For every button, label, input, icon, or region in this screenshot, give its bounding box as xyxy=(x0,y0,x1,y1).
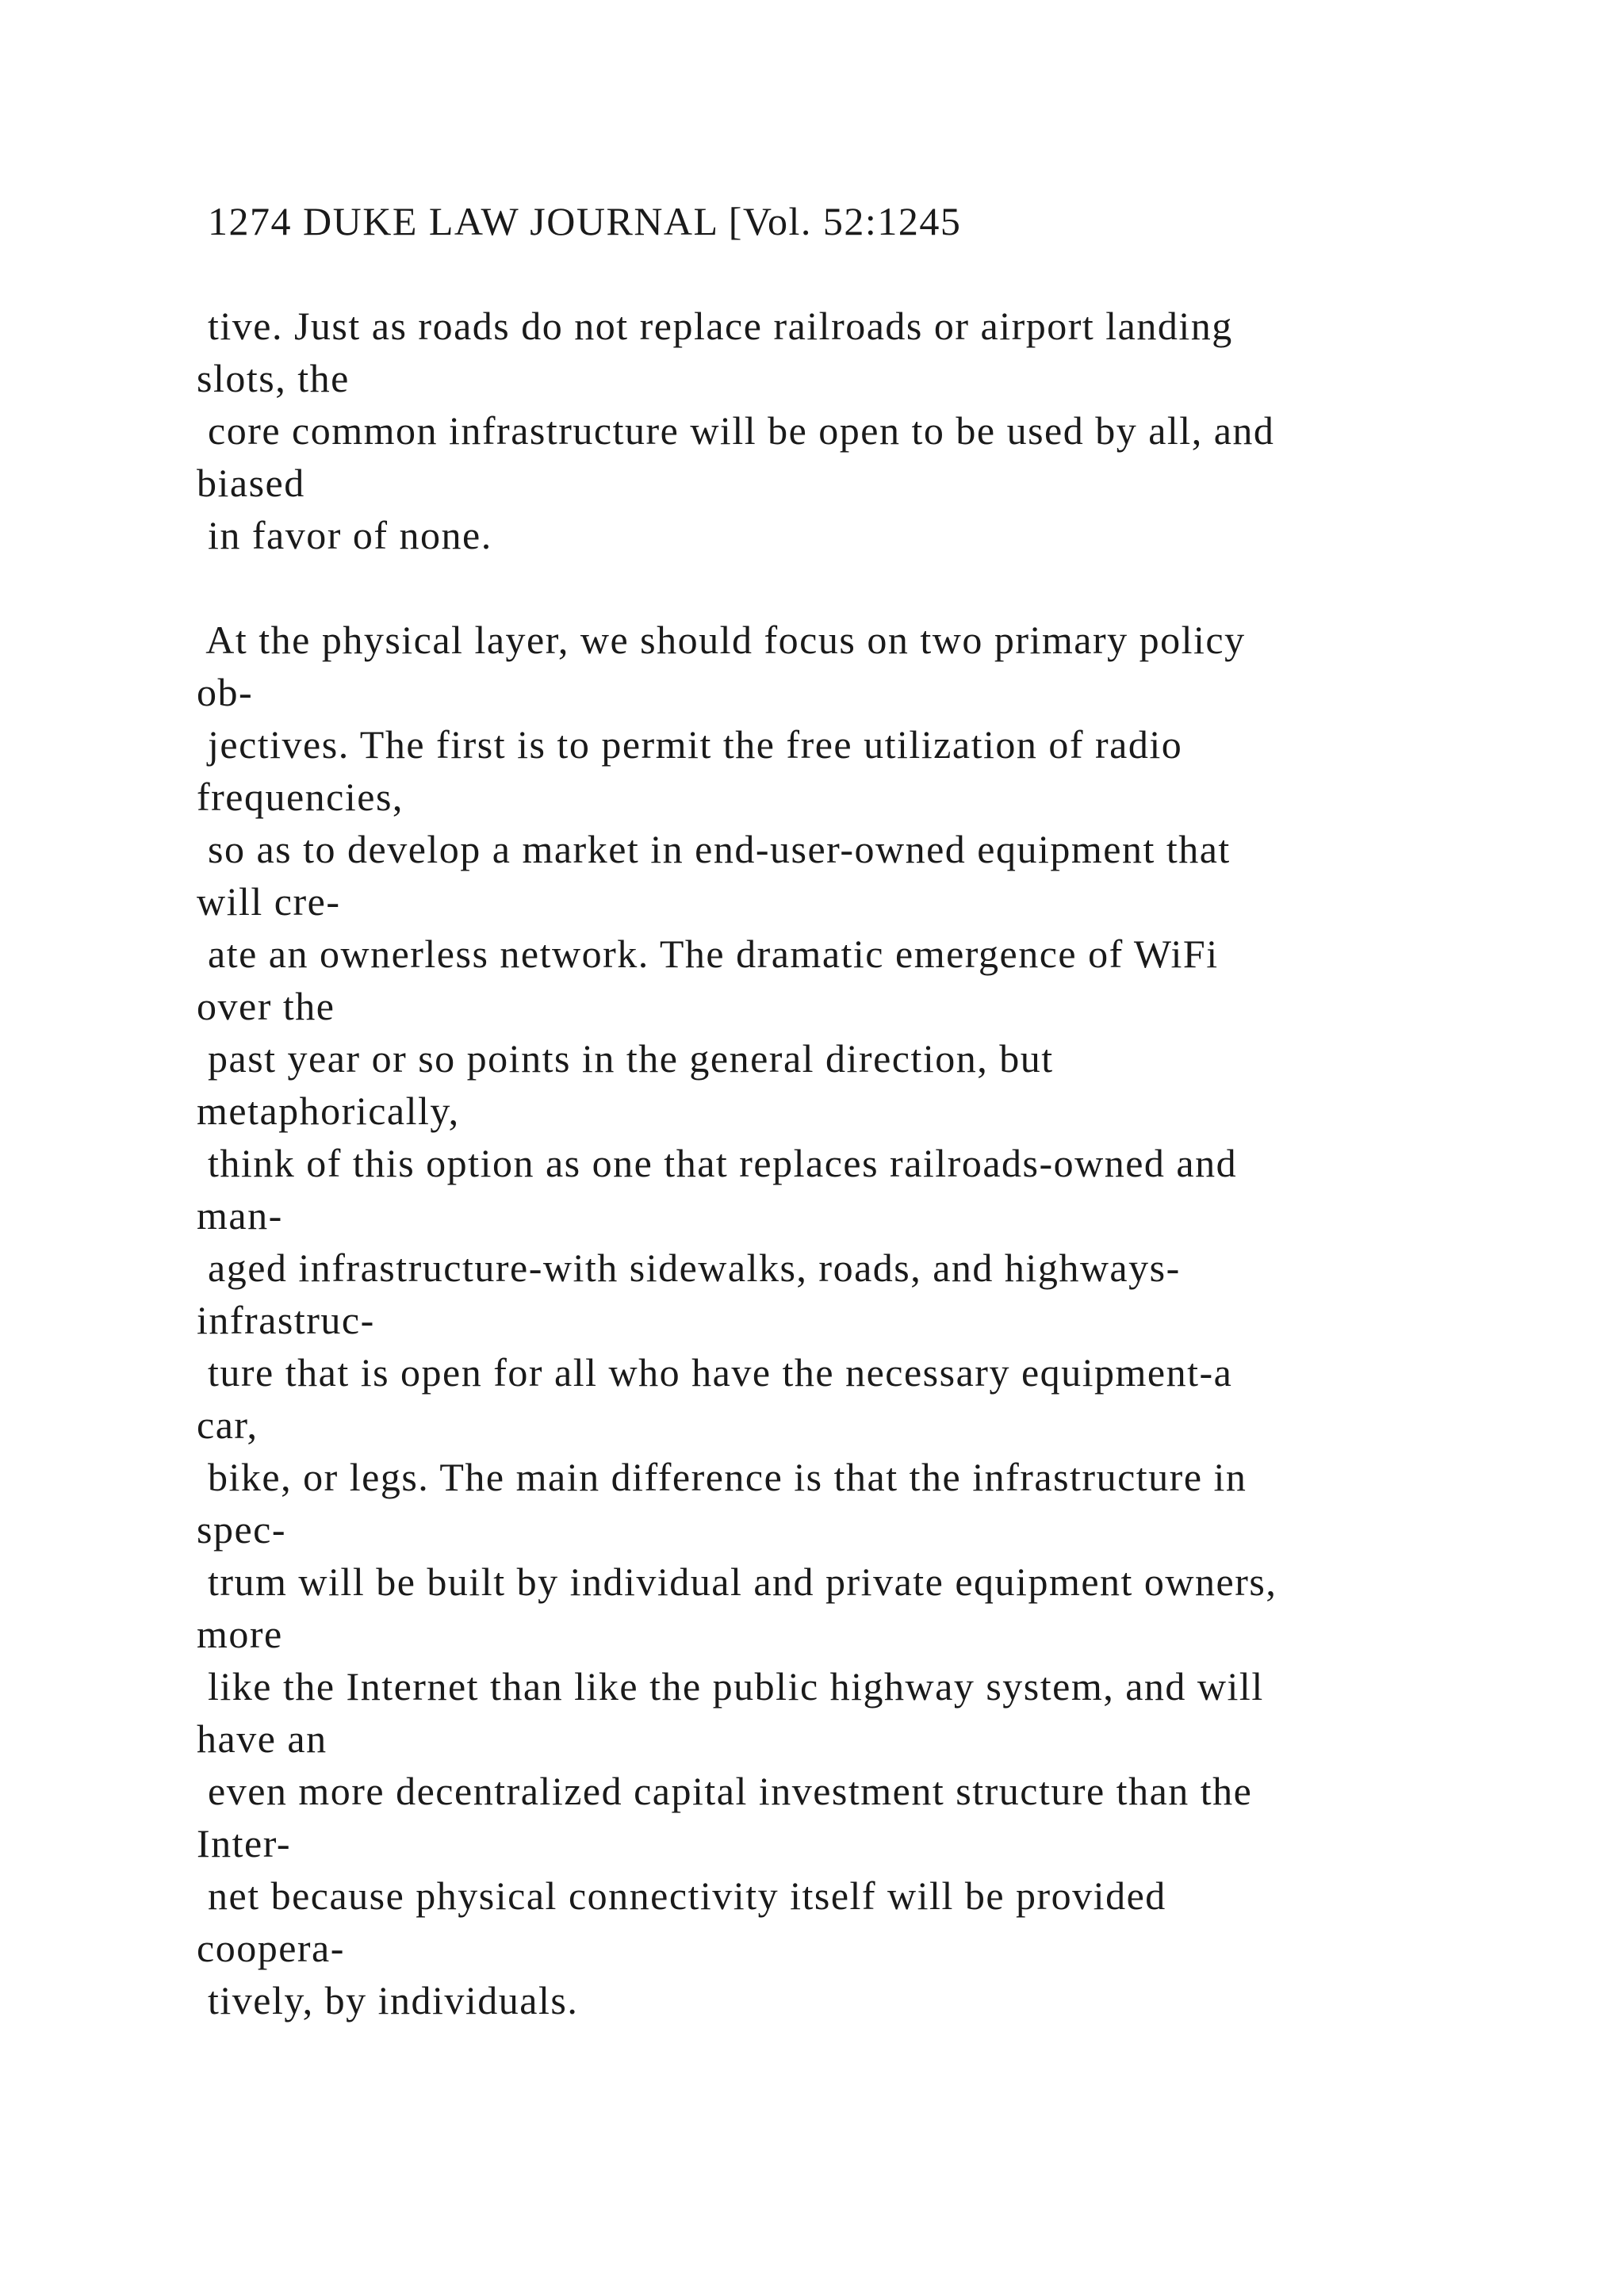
text-line: slots, the xyxy=(197,356,350,400)
text-line: think of this option as one that replaces railroads-owned and xyxy=(197,1141,1238,1185)
paragraph-1 xyxy=(197,300,1465,561)
text-line: over the xyxy=(197,984,335,1028)
text-line: tive. Just as roads do not replace railroads or airport landing xyxy=(197,304,1233,348)
text-line: core common infrastructure will be open to be used by all, and xyxy=(197,408,1275,453)
running-header: 1274 DUKE LAW JOURNAL [Vol. 52:1245 xyxy=(197,199,962,243)
text-line: At the physical layer, we should focus on two primary policy xyxy=(197,618,1246,662)
text-line: so as to develop a market in end-user-owned equipment that xyxy=(197,827,1231,871)
text-line: in favor of none. xyxy=(197,513,492,557)
text-line: have an xyxy=(197,1716,327,1761)
text-line: trum will be built by individual and private equipment owners, xyxy=(197,1559,1277,1604)
text-line: even more decentralized capital investment structure than the xyxy=(197,1769,1253,1813)
text-line: Inter- xyxy=(197,1821,292,1866)
text-line: jectives. The first is to permit the free utilization of radio xyxy=(197,722,1183,767)
text-line: aged infrastructure-with sidewalks, roads, and highways- xyxy=(197,1246,1181,1290)
text-line: biased xyxy=(197,461,305,505)
text-line: like the Internet than like the public highway system, and will xyxy=(197,1664,1264,1709)
text-line: ob- xyxy=(197,670,254,714)
text-line: tively, by individuals. xyxy=(197,1978,579,2022)
text-line: ture that is open for all who have the necessary equipment-a xyxy=(197,1350,1233,1395)
text-line: coopera- xyxy=(197,1926,345,1970)
text-line: bike, or legs. The main difference is that the infrastructure in xyxy=(197,1455,1247,1499)
paragraph-2 xyxy=(197,614,1465,2026)
text-line: net because physical connectivity itself will be provided xyxy=(197,1873,1166,1918)
text-line: spec- xyxy=(197,1507,286,1552)
text-line: past year or so points in the general direction, but xyxy=(197,1036,1054,1081)
text-line: will cre- xyxy=(197,879,341,924)
text-line: infrastruc- xyxy=(197,1298,375,1342)
text-line: ate an ownerless network. The dramatic emergence of WiFi xyxy=(197,932,1219,976)
text-line: frequencies, xyxy=(197,775,404,819)
text-line: car, xyxy=(197,1402,259,1447)
text-line: metaphorically, xyxy=(197,1089,460,1133)
text-line: more xyxy=(197,1612,283,1656)
text-line: man- xyxy=(197,1193,283,1238)
